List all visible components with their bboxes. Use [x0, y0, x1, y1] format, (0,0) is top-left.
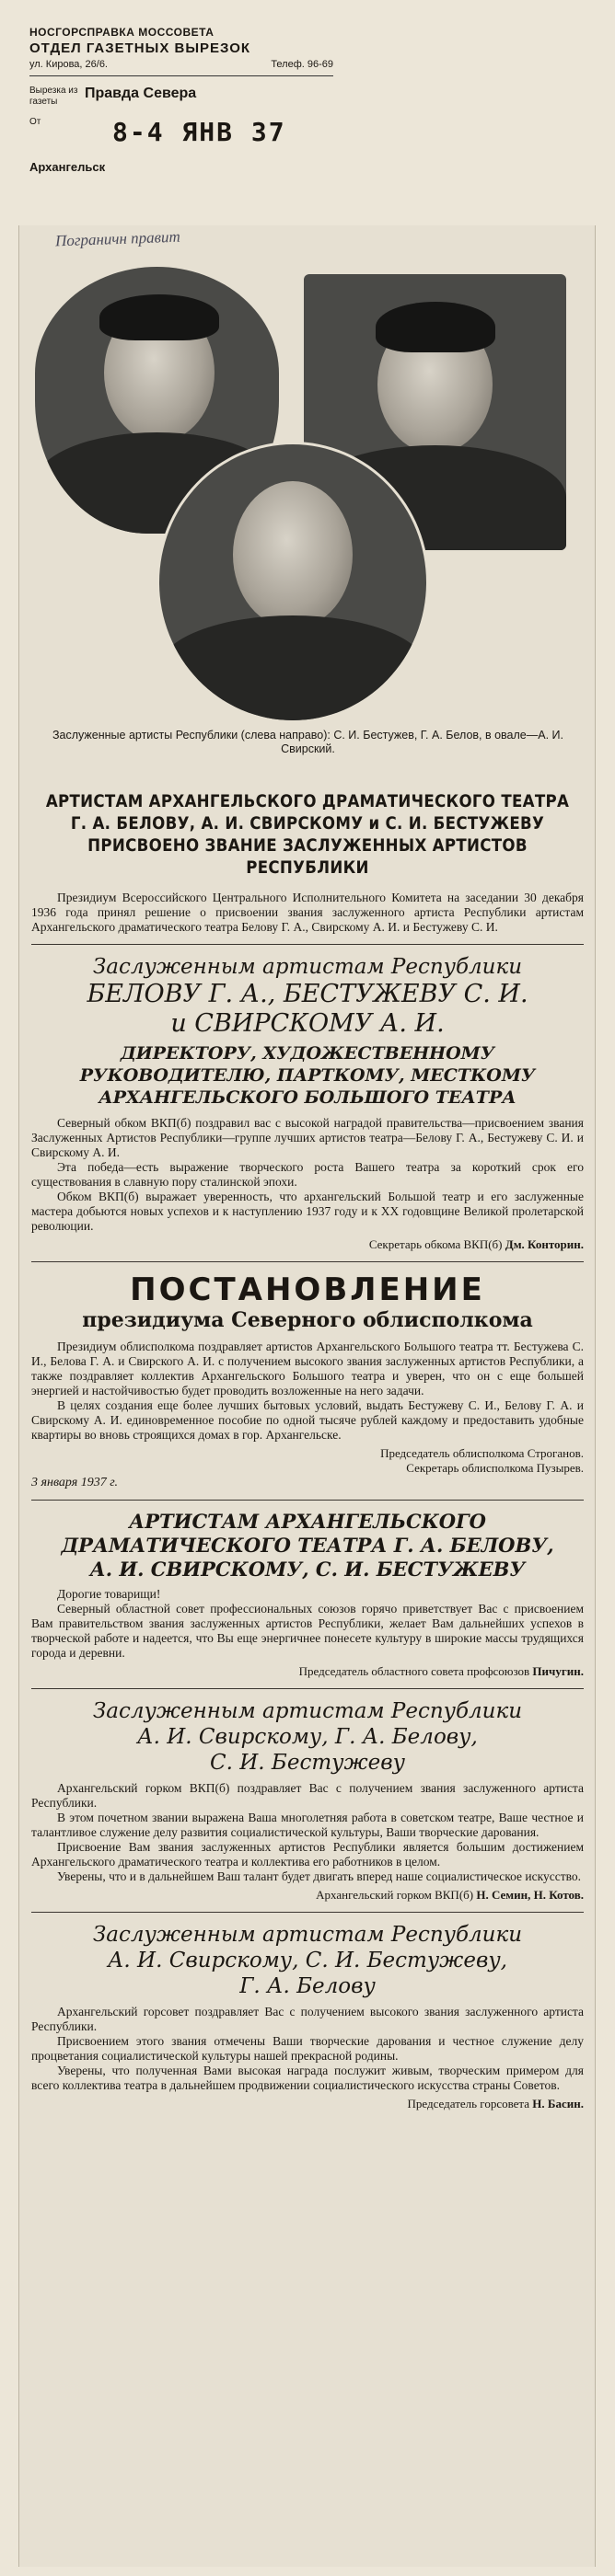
gorsovet-title-1: Заслуженным артистам Республики — [92, 1923, 523, 1947]
obkom-sign-name: Дм. Конторин. — [505, 1237, 584, 1251]
gorkom-paragraph-4: Уверены, что и в дальнейшем Ваш талант будет двигать вперед наше социалистическое искусство. — [57, 1869, 581, 1883]
divider — [31, 1500, 584, 1501]
obkom-title-6: АРХАНГЕЛЬСКОГО БОЛЬШОГО ТЕАТРА — [99, 1087, 516, 1108]
stamp-city: Архангельск — [29, 160, 106, 174]
photo-caption: Заслуженные артисты Республики (слева направо): С. И. Бестужев, Г. А. Белов, в овале—А. И. Свирский. — [52, 729, 563, 755]
profsoyuz-sign-prefix: Председатель областного совета профсоюзов — [298, 1664, 530, 1678]
gorkom-signature — [31, 1888, 584, 1903]
headline-section — [31, 791, 584, 2111]
postanovlenie-date: 3 января 1937 г. — [31, 1476, 119, 1489]
gorsovet-title-2: А. И. Свирскому, С. И. Бестужеву, — [108, 1949, 507, 1972]
divider — [31, 944, 584, 945]
stamp-address: ул. Кирова, 26/6. — [29, 59, 108, 70]
gorsovet-paragraph-1: Архангельский горсовет поздравляет Вас с получением высокого звания заслуженного артиста Республики. — [31, 2005, 584, 2033]
stamp-divider — [29, 75, 333, 76]
stamp-contacts — [29, 59, 333, 70]
gorsovet-title-3: Г. А. Белову — [239, 1974, 376, 1998]
portrait-photo-oval — [157, 442, 429, 723]
profsoyuz-paragraph-1: Северный областной совет профессиональных союзов горячо приветствует Вас с присвоением Вам правительством звания заслуженных артистов Республики, желает Вам дальнейших успехов в творческой работе и надеется, что Вы еще энергичнее понесете культуру в широкие массы трудящихся города и деревни. — [31, 1602, 584, 1660]
headline-body: Президиум Всероссийского Центрального Исполнительного Комитета на заседании 30 декабря 1936 года принял решение о присвоении звания заслуженного артиста Республики артистам Архангельского драматического театра Белову Г. А., Свирскому А. И. и Бестужеву С. И. — [31, 891, 584, 934]
obkom-signature — [31, 1237, 584, 1252]
gorkom-sign-prefix: Архангельский горком ВКП(б) — [316, 1888, 474, 1902]
headline-line-2: Г. А. БЕЛОВУ, А. И. СВИРСКОМУ и С. И. БЕСТУЖЕВУ — [70, 814, 545, 834]
stamp-org: НОСГОРСПРАВКА МОССОВЕТА — [29, 26, 215, 39]
gorsovet-paragraph-2: Присвоением этого звания отмечены Ваши творческие дарования и честное служение делу процветания социалистической культуры нашей прекрасной родины. — [31, 2034, 584, 2063]
obkom-title-1: Заслуженным артистам Республики — [92, 955, 523, 979]
divider — [31, 1912, 584, 1913]
stamp-cut-label: Вырезка из газеты — [29, 86, 78, 107]
handwritten-note: Пограничн правит — [54, 227, 181, 250]
gorkom-title-2: А. И. Свирскому, Г. А. Белову, — [137, 1725, 478, 1749]
obkom-title-3: и СВИРСКОМУ А. И. — [170, 1009, 445, 1038]
stamp-phone: Телеф. 96-69 — [271, 59, 333, 70]
profsoyuz-title-2: ДРАМАТИЧЕСКОГО ТЕАТРА Г. А. БЕЛОВУ, — [61, 1534, 554, 1557]
postanovlenie-paragraph-1: Президиум облисполкома поздравляет артистов Архангельского Большого театра тт. Бестужева С. И., Белова Г. А. и Свирского А. И. с получением высокого звания заслуженных артистов Республики, а также поздравляет коллектив Архангельского Большого театра и уверен, что он с еще большей энергией и настойчивостью будет проводить возложенные на него задачи. — [31, 1340, 584, 1397]
gorkom-title-3: С. И. Бестужеву — [210, 1751, 405, 1775]
headline-line-3: ПРИСВОЕНО ЗВАНИЕ ЗАСЛУЖЕННЫХ АРТИСТОВ РЕСПУБЛИКИ — [87, 836, 528, 878]
obkom-title-4: ДИРЕКТОРУ, ХУДОЖЕСТВЕННОМУ — [120, 1043, 495, 1064]
obkom-title-2: БЕЛОВУ Г. А., БЕСТУЖЕВУ С. И. — [87, 980, 528, 1008]
obkom-paragraph-1: Северный обком ВКП(б) поздравил вас с высокой наградой правительства—присвоением звания Заслуженных Артистов Республики—группе лучших артистов театра—Белову Г. А., Бестужеву С. И. и Свирскому А. И. — [31, 1116, 584, 1159]
stamp-date-row — [29, 117, 333, 147]
clipping-stamp — [29, 26, 333, 174]
headline-line-1: АРТИСТАМ АРХАНГЕЛЬСКОГО ДРАМАТИЧЕСКОГО ТЕАТРА — [45, 792, 570, 811]
obkom-sign-prefix: Секретарь обкома ВКП(б) — [368, 1237, 503, 1251]
stamp-from-label: От — [29, 117, 41, 127]
stamp-newspaper: Правда Севера — [85, 86, 197, 101]
stamp-dept: ОТДЕЛ ГАЗЕТНЫХ ВЫРЕЗОК — [29, 40, 251, 56]
gorsovet-paragraph-3: Уверены, что полученная Вами высокая награда послужит живым, творческим примером для всего коллектива театра в дальнейшем продвижении социалистического искусства страны Советов. — [31, 2064, 584, 2092]
gorkom-title-1: Заслуженным артистам Республики — [92, 1699, 523, 1723]
profsoyuz-title-3: А. И. СВИРСКОМУ, С. И. БЕСТУЖЕВУ — [89, 1558, 526, 1581]
obkom-paragraph-3: Обком ВКП(б) выражает уверенность, что архангельский Большой театр и его заслуженные мастера добьются новых успехов и к наступлению 1937 году и к XX годовщине Великой пролетарской революции. — [31, 1190, 584, 1233]
gorsovet-signature — [31, 2097, 584, 2111]
gorsovet-sign-name: Н. Басин. — [532, 2097, 584, 2110]
obkom-title-5: РУКОВОДИТЕЛЮ, ПАРТКОМУ, МЕСТКОМУ — [79, 1065, 536, 1086]
postanovlenie-sign-2: Секретарь облисполкома Пузырев. — [406, 1461, 584, 1475]
stamp-newspaper-row — [29, 86, 333, 108]
profsoyuz-signature — [31, 1664, 584, 1679]
postanovlenie-title: ПОСТАНОВЛЕНИЕ — [130, 1271, 485, 1308]
profsoyuz-title-1: АРТИСТАМ АРХАНГЕЛЬСКОГО — [129, 1510, 486, 1533]
postanovlenie-subtitle: президиума Северного облисполкома — [82, 1308, 533, 1332]
profsoyuz-greeting: Дорогие товарищи! — [57, 1587, 161, 1601]
gorkom-paragraph-1: Архангельский горком ВКП(б) поздравляет Вас с получением звания заслуженного артиста Республики. — [31, 1781, 584, 1810]
postanovlenie-paragraph-2: В целях создания еще более лучших бытовых условий, выдать Бестужеву С. И., Белову Г. А. и Свирскому А. И. единовременное пособие по одной тысяче рублей каждому и предоставить удобные квартиры во вновь строящихся домах в гор. Архангельске. — [31, 1398, 584, 1442]
profsoyuz-sign-name: Пичугин. — [532, 1664, 584, 1678]
gorkom-paragraph-2: В этом почетном звании выражена Ваша многолетняя работа в советском театре, Ваше честное и талантливое служение делу развития социалистической культуры, Ваши творческие дарования. — [31, 1811, 584, 1839]
divider — [31, 1688, 584, 1689]
stamp-date: 8-4 ЯНВ 37 — [112, 117, 286, 147]
gorsovet-sign-prefix: Председатель горсовета — [407, 2097, 530, 2110]
gorkom-sign-name: Н. Семин, Н. Котов. — [476, 1888, 584, 1902]
obkom-paragraph-2: Эта победа—есть выражение творческого роста Вашего театра за короткий срок его существования в славную пору сталинской эпохи. — [31, 1160, 584, 1189]
gorkom-paragraph-3: Присвоение Вам звания заслуженных артистов Республики является большим достижением Архангельского драматического театра и коллектива его работников в целом. — [31, 1840, 584, 1869]
divider — [31, 1261, 584, 1262]
postanovlenie-sign-1: Председатель облисполкома Строганов. — [380, 1446, 584, 1460]
